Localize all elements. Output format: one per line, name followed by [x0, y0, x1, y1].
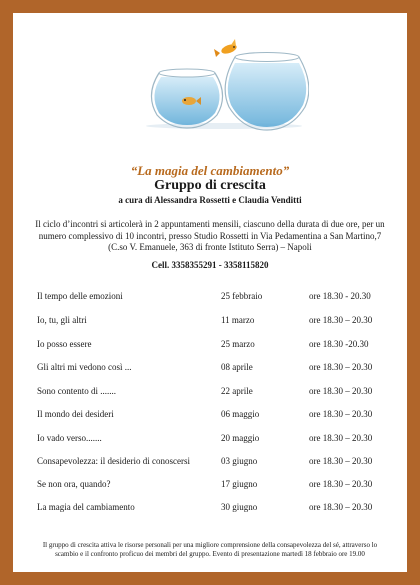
fishbowl-illustration — [139, 33, 309, 131]
session-date: 22 aprile — [221, 386, 253, 396]
session-date: 03 giugno — [221, 456, 258, 466]
schedule-row — [37, 339, 397, 351]
session-topic: Io vado verso....... — [37, 433, 102, 443]
session-topic: Gli altri mi vedono così ... — [37, 362, 132, 372]
session-date: 11 marzo — [221, 315, 255, 325]
session-topic: Consapevolezza: il desiderio di conoscersi — [37, 456, 190, 466]
event-curators: a cura di Alessandra Rossetti e Claudia Venditti — [118, 195, 302, 205]
session-topic: Io, tu, gli altri — [37, 315, 87, 325]
session-time: ore 18.30 – 20.30 — [309, 456, 373, 466]
session-time: ore 18.30 -20.30 — [309, 339, 369, 349]
session-time: ore 18.30 - 20.30 — [309, 291, 371, 301]
session-date: 25 febbraio — [221, 291, 263, 301]
session-time: ore 18.30 – 20.30 — [309, 362, 373, 372]
footer-note: Il gruppo di crescita attiva le risorse personali per una migliore comprensione della consapevolezza del sé, attraverso lo scambio e il confronto proficuo dei membri del gruppo. Evento di presentazione martedì 18 febbraio ore 19.00 — [42, 541, 378, 558]
session-topic: Se non ora, quando? — [37, 479, 111, 489]
session-date: 30 giugno — [221, 502, 258, 512]
session-topic: Il mondo dei desideri — [37, 409, 114, 419]
session-topic: La magia del cambiamento — [37, 502, 135, 512]
schedule-row — [37, 315, 397, 327]
event-title: “La magia del cambiamento” — [130, 163, 290, 178]
schedule-row — [37, 433, 397, 445]
schedule-row — [37, 502, 397, 514]
contact-phone: Cell. 3358355291 - 3358115820 — [151, 260, 269, 270]
schedule-row — [37, 409, 397, 421]
session-time: ore 18.30 – 20.30 — [309, 386, 373, 396]
session-date: 08 aprile — [221, 362, 253, 372]
session-date: 17 giugno — [221, 479, 258, 489]
session-date: 20 maggio — [221, 433, 260, 443]
schedule-row — [37, 456, 397, 468]
session-date: 25 marzo — [221, 339, 255, 349]
session-time: ore 18.30 – 20.30 — [309, 409, 373, 419]
event-description: Il ciclo d’incontri si articolerà in 2 appuntamenti mensili, ciascuno della durata di due ore, per un numero complessivo di 10 incontri, presso Studio Rossetti in Via Pedamentina a San Martino,7 (C.so V. Emanuele, 363 di fronte Istituto Serra) – Napoli — [35, 219, 385, 252]
session-time: ore 18.30 – 20.30 — [309, 502, 373, 512]
schedule-row — [37, 386, 397, 398]
session-time: ore 18.30 – 20.30 — [309, 433, 373, 443]
session-topic: Sono contento di ....... — [37, 386, 116, 396]
session-time: ore 18.30 – 20.30 — [309, 315, 373, 325]
schedule-row — [37, 291, 397, 303]
schedule-row — [37, 362, 397, 374]
session-topic: Il tempo delle emozioni — [37, 291, 123, 301]
schedule-row — [37, 479, 397, 491]
session-topic: Io posso essere — [37, 339, 92, 349]
session-time: ore 18.30 – 20.30 — [309, 479, 373, 489]
session-date: 06 maggio — [221, 409, 260, 419]
event-subtitle: Gruppo di crescita — [154, 178, 266, 193]
